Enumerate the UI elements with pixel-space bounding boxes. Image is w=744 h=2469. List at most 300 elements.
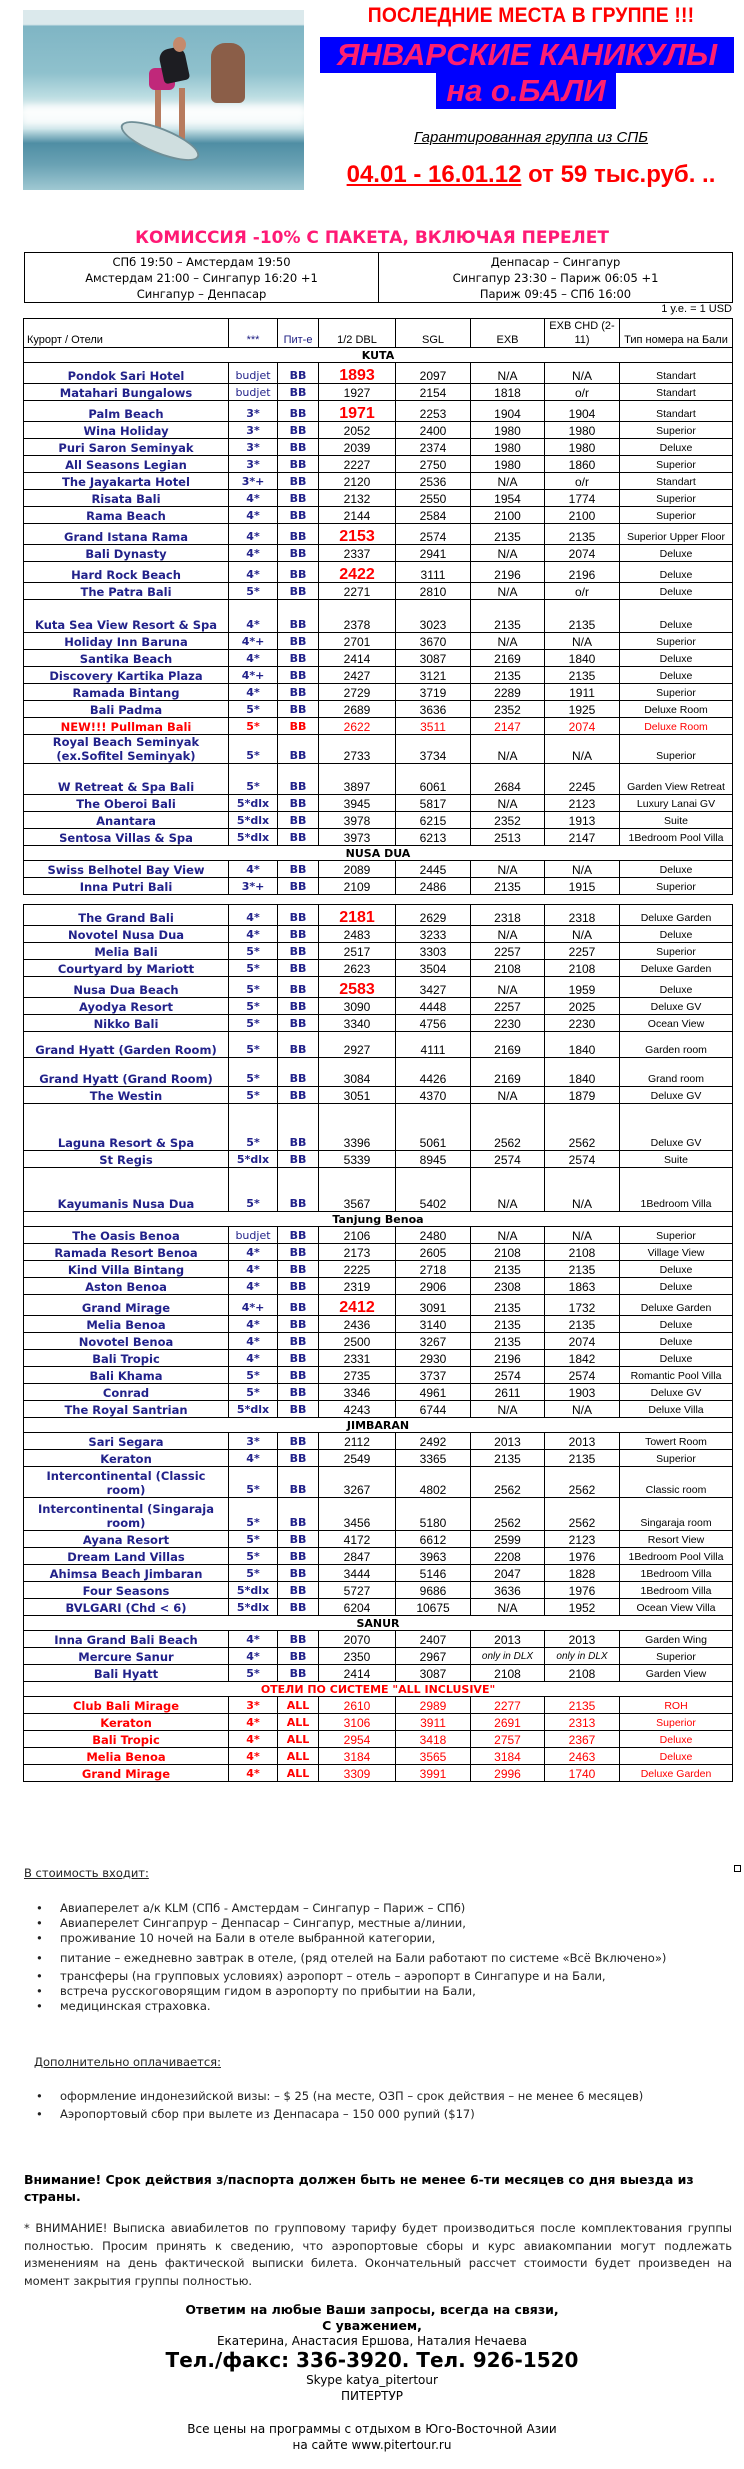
room-type: Superior (620, 422, 733, 439)
meal-plan: BB (278, 977, 319, 998)
meal-plan: BB (278, 384, 319, 401)
hotel-name: Grand Mirage (24, 1295, 229, 1316)
hotel-row (24, 1665, 733, 1682)
price-exb: 2308 (471, 1278, 545, 1295)
room-type: Deluxe (620, 600, 733, 633)
empty-checkbox-glyph (734, 1865, 741, 1872)
price-half-dbl: 2735 (319, 1367, 396, 1384)
meal-plan: BB (278, 439, 319, 456)
hotel-name: The Westin (24, 1087, 229, 1104)
price-sgl: 6213 (396, 829, 471, 846)
price-exb: N/A (471, 473, 545, 490)
hotel-row (24, 1401, 733, 1418)
price-exb: 2135 (471, 524, 545, 545)
included-item: • проживание 10 ночей на Бали в отеле выбранной категории, (24, 1931, 732, 1946)
price-exb-chd: 1732 (545, 1295, 620, 1316)
price-half-dbl: 2337 (319, 545, 396, 562)
hotel-stars: 5* (229, 735, 278, 764)
room-type: Standart (620, 473, 733, 490)
price-half-dbl: 3945 (319, 795, 396, 812)
price-half-dbl: 2623 (319, 960, 396, 977)
room-type: Deluxe GV (620, 1104, 733, 1151)
price-exb: 2611 (471, 1384, 545, 1401)
hotel-name: Holiday Inn Baruna (24, 633, 229, 650)
price-exb-chd: 1925 (545, 701, 620, 718)
price-exb-chd: N/A (545, 861, 620, 878)
hotel-stars: 4*+ (229, 1295, 278, 1316)
price-sgl: 3365 (396, 1450, 471, 1467)
room-type: Superior (620, 490, 733, 507)
room-type: Deluxe Garden (620, 1765, 733, 1782)
meal-plan: BB (278, 1401, 319, 1418)
included-item: • медицинская страховка. (24, 1999, 732, 2014)
header-exb-chd: EXB CHD (2-11) (545, 319, 620, 348)
meal-plan: BB (278, 1498, 319, 1531)
hotel-stars: 4* (229, 1714, 278, 1731)
price-sgl: 2989 (396, 1697, 471, 1714)
price-half-dbl: 3456 (319, 1498, 396, 1531)
hotel-row (24, 1015, 733, 1032)
meal-plan: BB (278, 1032, 319, 1058)
included-item: • встреча русскоговорящим гидом в аэропорту по прибытии на Бали, (24, 1984, 732, 1999)
meal-plan: BB (278, 562, 319, 583)
room-type: 1Bedroom Pool Villa (620, 1548, 733, 1565)
hotel-row (24, 650, 733, 667)
price-half-dbl: 3897 (319, 764, 396, 795)
room-type: Romantic Pool Villa (620, 1367, 733, 1384)
room-type: ROH (620, 1697, 733, 1714)
price-half-dbl: 3340 (319, 1015, 396, 1032)
meal-plan: BB (278, 524, 319, 545)
price-half-dbl: 2701 (319, 633, 396, 650)
hotel-stars: 5* (229, 764, 278, 795)
hotel-stars: 3*+ (229, 878, 278, 895)
meal-plan: BB (278, 473, 319, 490)
meal-plan: BB (278, 545, 319, 562)
hotel-stars: 4* (229, 1450, 278, 1467)
price-half-dbl: 3051 (319, 1087, 396, 1104)
hotel-name: Ahimsa Beach Jimbaran (24, 1565, 229, 1582)
price-exb: N/A (471, 583, 545, 600)
hotel-stars: 4* (229, 524, 278, 545)
price-exb: 2513 (471, 829, 545, 846)
meal-plan: BB (278, 583, 319, 600)
price-sgl: 2445 (396, 861, 471, 878)
hotel-row (24, 1261, 733, 1278)
hotel-stars: 5* (229, 1531, 278, 1548)
hotel-row (24, 1748, 733, 1765)
hotel-stars: 5*dlx (229, 1401, 278, 1418)
room-type: Resort View (620, 1531, 733, 1548)
price-exb: N/A (471, 795, 545, 812)
hotel-row (24, 1333, 733, 1350)
price-exb: 1954 (471, 490, 545, 507)
hotel-row (24, 667, 733, 684)
hotel-name: Hard Rock Beach (24, 562, 229, 583)
room-type: Superior Upper Floor (620, 524, 733, 545)
header-exb: EXB (471, 319, 545, 348)
table-gap (24, 895, 733, 905)
price-exb: 2100 (471, 507, 545, 524)
hotel-stars: 4*+ (229, 667, 278, 684)
price-exb: 2108 (471, 960, 545, 977)
price-half-dbl: 5727 (319, 1582, 396, 1599)
meal-plan: BB (278, 1168, 319, 1212)
price-exb-chd: 1904 (545, 401, 620, 422)
price-exb: 2135 (471, 1316, 545, 1333)
hotel-stars: 5* (229, 583, 278, 600)
meal-plan: ALL (278, 1697, 319, 1714)
room-type: Garden View (620, 1665, 733, 1682)
section-row (24, 1682, 733, 1697)
price-half-dbl: 2052 (319, 422, 396, 439)
hotel-row (24, 583, 733, 600)
header-stars: *** (229, 319, 278, 348)
hotel-name: Santika Beach (24, 650, 229, 667)
hotel-name: Nusa Dua Beach (24, 977, 229, 998)
room-type: Garden View Retreat (620, 764, 733, 795)
section-row (24, 846, 733, 861)
section-name: ОТЕЛИ ПО СИСТЕМЕ "ALL INCLUSIVE" (24, 1682, 733, 1697)
price-sgl: 2750 (396, 456, 471, 473)
price-sgl: 2374 (396, 439, 471, 456)
included-list (24, 1901, 732, 2014)
price-half-dbl: 3267 (319, 1467, 396, 1498)
meal-plan: ALL (278, 1731, 319, 1748)
price-half-dbl: 2412 (319, 1295, 396, 1316)
price-sgl: 2930 (396, 1350, 471, 1367)
price-half-dbl: 1927 (319, 384, 396, 401)
price-half-dbl: 6204 (319, 1599, 396, 1616)
price-half-dbl: 2109 (319, 878, 396, 895)
contact-names: Екатерина, Анастасия Ершова, Наталия Нечаева (216, 2334, 528, 2348)
room-type: Garden Wing (620, 1631, 733, 1648)
room-type: Deluxe (620, 583, 733, 600)
flight-line: Сингапур 23:30 – Париж 06:05 +1 (452, 271, 659, 285)
room-type: Standart (620, 363, 733, 384)
hotel-row (24, 1714, 733, 1731)
hotel-row (24, 998, 733, 1015)
section-row (24, 1616, 733, 1631)
hotel-name: Sari Segara (24, 1433, 229, 1450)
room-type: Deluxe Room (620, 718, 733, 735)
price-sgl: 3418 (396, 1731, 471, 1748)
meal-plan: BB (278, 1582, 319, 1599)
price-exb: 3184 (471, 1748, 545, 1765)
room-type: Towert Room (620, 1433, 733, 1450)
section-row (24, 1418, 733, 1433)
price-exb-chd: 1774 (545, 490, 620, 507)
price-half-dbl: 3184 (319, 1748, 396, 1765)
room-type: Deluxe GV (620, 998, 733, 1015)
price-sgl: 3111 (396, 562, 471, 583)
table-gap-cell (24, 895, 733, 905)
price-sgl: 2550 (396, 490, 471, 507)
price-sgl: 4426 (396, 1058, 471, 1087)
price-sgl: 2486 (396, 878, 471, 895)
hotel-row (24, 764, 733, 795)
price-half-dbl: 2173 (319, 1244, 396, 1261)
website-link[interactable]: на сайте www.pitertour.ru (292, 2438, 452, 2452)
hotel-name: Intercontinental (Classic room) (24, 1467, 229, 1498)
price-exb-chd: 2013 (545, 1631, 620, 1648)
price-exb: 2169 (471, 1032, 545, 1058)
room-type: Deluxe Garden (620, 905, 733, 926)
hotel-row (24, 1244, 733, 1261)
price-exb: N/A (471, 735, 545, 764)
price-sgl: 9686 (396, 1582, 471, 1599)
price-exb: 2574 (471, 1367, 545, 1384)
meal-plan: BB (278, 1467, 319, 1498)
hotel-row (24, 861, 733, 878)
hotel-name: Grand Hyatt (Grand Room) (24, 1058, 229, 1087)
price-exb-chd: 2108 (545, 960, 620, 977)
price-half-dbl: 2181 (319, 905, 396, 926)
price-half-dbl: 2225 (319, 1261, 396, 1278)
flight-return (378, 253, 732, 302)
hotel-row (24, 1032, 733, 1058)
included-item: • питание – ежедневно завтрак в отеле, (ряд отелей на Бали работают по системе «Всё Включено») (24, 1951, 732, 1966)
meal-plan: BB (278, 456, 319, 473)
hotel-row (24, 1531, 733, 1548)
price-exb: N/A (471, 1168, 545, 1212)
hotel-name: Melia Bali (24, 943, 229, 960)
hotel-row (24, 1227, 733, 1244)
room-type: Deluxe GV (620, 1384, 733, 1401)
price-sgl: 3719 (396, 684, 471, 701)
meal-plan: BB (278, 1151, 319, 1168)
meal-plan: BB (278, 1015, 319, 1032)
room-type: Superior (620, 684, 733, 701)
room-type: Ocean View (620, 1015, 733, 1032)
hotel-name: Melia Benoa (24, 1316, 229, 1333)
price-exb: 2352 (471, 812, 545, 829)
hotel-row (24, 524, 733, 545)
hotel-name: The Oasis Benoa (24, 1227, 229, 1244)
price-sgl: 2718 (396, 1261, 471, 1278)
room-type: Superior (620, 943, 733, 960)
meal-plan: BB (278, 1350, 319, 1367)
price-sgl: 2492 (396, 1433, 471, 1450)
hotel-name: Bali Khama (24, 1367, 229, 1384)
extra-item: • Аэропортовый сбор при вылете из Денпасара – 150 000 рупий ($17) (24, 2107, 732, 2122)
hotel-row (24, 795, 733, 812)
hotel-stars: 5*dlx (229, 795, 278, 812)
hotel-name: Mercure Sanur (24, 1648, 229, 1665)
meal-plan: BB (278, 650, 319, 667)
price-sgl: 5817 (396, 795, 471, 812)
price-exb: 2135 (471, 1333, 545, 1350)
hotel-name: Inna Grand Bali Beach (24, 1631, 229, 1648)
price-half-dbl: 3978 (319, 812, 396, 829)
hotel-row (24, 943, 733, 960)
price-exb-chd: N/A (545, 633, 620, 650)
hotel-name: Anantara (24, 812, 229, 829)
price-exb-chd: 1959 (545, 977, 620, 998)
price-exb-chd: 2147 (545, 829, 620, 846)
price-half-dbl: 2549 (319, 1450, 396, 1467)
price-half-dbl: 4243 (319, 1401, 396, 1418)
price-sgl: 6744 (396, 1401, 471, 1418)
hotel-row (24, 1582, 733, 1599)
hotel-row (24, 1350, 733, 1367)
hotel-stars: 5* (229, 701, 278, 718)
price-sgl: 2629 (396, 905, 471, 926)
photo-surfer-head (173, 37, 186, 52)
commission-heading: КОМИССИЯ -10% С ПАКЕТА, ВКЛЮЧАЯ ПЕРЕЛЕТ (135, 228, 609, 248)
title-line-1: ЯНВАРСКИЕ КАНИКУЛЫ (320, 37, 734, 73)
included-item: • трансферы (на групповых условиях) аэропорт – отель – аэропорт в Сингапуре и на Бали, (24, 1969, 732, 1984)
price-exb: N/A (471, 1227, 545, 1244)
price-half-dbl: 2483 (319, 926, 396, 943)
hotel-row (24, 1433, 733, 1450)
hotel-name: Ayana Resort (24, 1531, 229, 1548)
header-half-dbl: 1/2 DBL (319, 319, 396, 348)
room-type: Suite (620, 1151, 733, 1168)
price-exb: 2599 (471, 1531, 545, 1548)
price-exb-chd: 1980 (545, 422, 620, 439)
price-sgl: 3734 (396, 735, 471, 764)
meal-plan: BB (278, 764, 319, 795)
meal-plan: BB (278, 960, 319, 977)
hotel-stars: 3* (229, 456, 278, 473)
price-exb-chd: 2108 (545, 1665, 620, 1682)
price-exb: N/A (471, 1599, 545, 1616)
price-from: от 59 тыс.руб. .. (521, 161, 716, 188)
hotel-stars: 3* (229, 422, 278, 439)
hotel-row (24, 1631, 733, 1648)
hotel-stars: 5* (229, 1058, 278, 1087)
price-exb-chd: 1860 (545, 456, 620, 473)
price-sgl: 5146 (396, 1565, 471, 1582)
price-half-dbl: 2227 (319, 456, 396, 473)
meal-plan: BB (278, 1548, 319, 1565)
flight-line: СПб 19:50 – Амстердам 19:50 (112, 255, 291, 269)
price-half-dbl: 2954 (319, 1731, 396, 1748)
hotel-name: The Oberoi Bali (24, 795, 229, 812)
hotel-stars: budjet (229, 1227, 278, 1244)
meal-plan: BB (278, 667, 319, 684)
hotel-name: Wina Holiday (24, 422, 229, 439)
room-type: Deluxe (620, 1731, 733, 1748)
price-exb-chd: 1840 (545, 1058, 620, 1087)
hotel-name: Bali Dynasty (24, 545, 229, 562)
meal-plan: BB (278, 795, 319, 812)
price-exb-chd: 2245 (545, 764, 620, 795)
price-sgl: 6612 (396, 1531, 471, 1548)
hotel-stars: 4* (229, 507, 278, 524)
hotel-stars: 5* (229, 1384, 278, 1401)
extra-title: Дополнительно оплачивается: (34, 2055, 221, 2069)
price-exb: 2135 (471, 1450, 545, 1467)
room-type: Deluxe GV (620, 1087, 733, 1104)
hotel-row (24, 735, 733, 764)
hotel-row (24, 684, 733, 701)
meal-plan: BB (278, 363, 319, 384)
price-exb: 2108 (471, 1244, 545, 1261)
hotel-stars: 4* (229, 650, 278, 667)
hotel-stars: 5*dlx (229, 1599, 278, 1616)
hotel-stars: 5* (229, 1168, 278, 1212)
hotel-stars: 5* (229, 943, 278, 960)
price-exb-chd: N/A (545, 926, 620, 943)
price-sgl: 2253 (396, 401, 471, 422)
room-type: Deluxe (620, 977, 733, 998)
price-half-dbl: 1971 (319, 401, 396, 422)
price-sgl: 10675 (396, 1599, 471, 1616)
hotel-name: Courtyard by Mariott (24, 960, 229, 977)
room-type: Singaraja room (620, 1498, 733, 1531)
room-type: Standart (620, 384, 733, 401)
meal-plan: ALL (278, 1714, 319, 1731)
price-exb-chd: 2025 (545, 998, 620, 1015)
price-exb: 2257 (471, 998, 545, 1015)
price-sgl: 2967 (396, 1648, 471, 1665)
price-half-dbl: 2622 (319, 718, 396, 735)
meal-plan: BB (278, 735, 319, 764)
meal-plan: BB (278, 1333, 319, 1350)
hotel-row (24, 473, 733, 490)
hotel-name: Intercontinental (Singaraja room) (24, 1498, 229, 1531)
price-half-dbl: 2427 (319, 667, 396, 684)
hotel-row (24, 1295, 733, 1316)
price-sgl: 4370 (396, 1087, 471, 1104)
flight-outbound (25, 253, 378, 302)
meal-plan: BB (278, 401, 319, 422)
hotel-name: The Royal Santrian (24, 1401, 229, 1418)
hotel-name: Grand Mirage (24, 1765, 229, 1782)
hotel-row (24, 401, 733, 422)
hotel-stars: 4* (229, 1333, 278, 1350)
price-half-dbl: 2729 (319, 684, 396, 701)
price-exb: 2196 (471, 1350, 545, 1367)
header-sgl: SGL (396, 319, 471, 348)
hotel-stars: 4* (229, 1765, 278, 1782)
hotel-name: Dream Land Villas (24, 1548, 229, 1565)
hotel-stars: 3* (229, 1433, 278, 1450)
hotel-name: The Patra Bali (24, 583, 229, 600)
price-exb: 2147 (471, 718, 545, 735)
price-exb: 2352 (471, 701, 545, 718)
meal-plan: BB (278, 1261, 319, 1278)
price-sgl: 3091 (396, 1295, 471, 1316)
price-half-dbl: 2927 (319, 1032, 396, 1058)
currency-note: 1 у.е. = 1 USD (661, 303, 732, 315)
hotel-stars: 5*dlx (229, 1582, 278, 1599)
meal-plan: BB (278, 812, 319, 829)
price-exb-chd: 1840 (545, 1032, 620, 1058)
hotel-stars: 4* (229, 1244, 278, 1261)
price-exb: 1980 (471, 456, 545, 473)
meal-plan: BB (278, 490, 319, 507)
room-type: Deluxe (620, 1316, 733, 1333)
price-exb: 3636 (471, 1582, 545, 1599)
price-exb-chd: N/A (545, 1168, 620, 1212)
contact-line-2: С уважением, (322, 2318, 422, 2333)
ticketing-note: * ВНИМАНИЕ! Выписка авиабилетов по групповому тарифу будет производиться после комплектования группы полностью. Просим принять к сведению, что аэропортовые сборы и курс авиакомпании могут подлежать изменениям на день фактической выписки билета. Окончательный рассчет стоимости будет произведен на момент закрытия группы полностью. (24, 2221, 732, 2288)
hotel-row (24, 829, 733, 846)
price-sgl: 2584 (396, 507, 471, 524)
meal-plan: BB (278, 600, 319, 633)
meal-plan: BB (278, 633, 319, 650)
section-row (24, 348, 733, 363)
price-half-dbl: 2610 (319, 1697, 396, 1714)
price-exb-chd: 2135 (545, 600, 620, 633)
room-type: Deluxe (620, 667, 733, 684)
meal-plan: BB (278, 422, 319, 439)
meal-plan: BB (278, 1565, 319, 1582)
room-type: Superior (620, 1714, 733, 1731)
